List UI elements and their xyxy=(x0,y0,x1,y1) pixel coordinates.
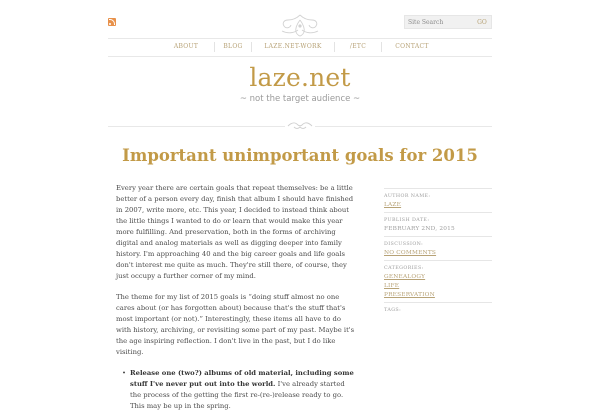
nav-item-about[interactable]: ABOUT xyxy=(173,43,199,50)
post-meta-sidebar xyxy=(384,188,492,317)
list-item-bold: Release one (two?) albums of old material, including some stuff I've never put out into the world. xyxy=(130,369,354,388)
site-title[interactable]: laze.net xyxy=(249,63,351,92)
comments-link[interactable]: NO COMMENTS xyxy=(384,250,437,256)
main-nav xyxy=(108,40,492,54)
goals-list xyxy=(116,368,356,412)
meta-published xyxy=(384,212,492,234)
site-tagline: ~ not the target audience ~ xyxy=(239,94,361,104)
search-box xyxy=(404,15,492,29)
search-go-button[interactable]: GO xyxy=(473,19,491,26)
nav-item-etc[interactable]: /ETC xyxy=(349,43,367,50)
nav-item-blog[interactable]: BLOG xyxy=(223,43,243,50)
list-item xyxy=(130,368,356,412)
nav-item-contact[interactable]: CONTACT xyxy=(395,43,429,50)
post-content xyxy=(116,183,356,412)
meta-discussion xyxy=(384,236,492,258)
category-link-life[interactable]: LIFE xyxy=(384,283,400,289)
post-title[interactable]: Important unimportant goals for 2015 xyxy=(122,146,478,165)
post-paragraph: Every year there are certain goals that repeat themselves: be a little better of a person every day, finish that album I should have finished in 2007, write more, etc. This year, I decided to instead think about the little things I wanted to do or learn that would make this year more fulfilling. And preservation, both in the forms of archiving digital and analog materials as well as digging deeper into family history. I'm approaching 40 and the big career goals and life goals don't interest me quite as much. They're still there, of course, they just occupy a further corner of my mind. xyxy=(116,184,354,280)
meta-tags xyxy=(384,302,492,315)
meta-categories xyxy=(384,260,492,300)
publish-date: FEBRUARY 2ND, 2015 xyxy=(384,226,455,232)
rss-icon[interactable] xyxy=(108,18,116,26)
nav-item-laze-net-work[interactable]: LAZE.NET-WORK xyxy=(264,43,322,50)
meta-label: PUBLISH DATE: xyxy=(384,218,430,223)
category-link-genealogy[interactable]: GENEALOGY xyxy=(384,274,426,280)
meta-author xyxy=(384,188,492,210)
nav-top-border xyxy=(108,38,492,39)
list-item-text: I've already started the process of the getting the first re-(re-)release ready to go. This may be up in the spring. xyxy=(130,380,345,410)
author-link[interactable]: LAZE xyxy=(384,202,402,208)
meta-label: CATEGORIES: xyxy=(384,266,424,271)
post-paragraph: The theme for my list of 2015 goals is “doing stuff almost no one cares about (or has forgotten about) because that's the stuff that's most important (or not).” Interestingly, these items all have to do with history, archiving, or revisiting some part of my past. Maybe it's the age inspiring reflection. I don't live in the past, but I do like visiting. xyxy=(116,293,355,356)
meta-label: AUTHOR NAME: xyxy=(384,194,431,199)
nav-bottom-border xyxy=(108,56,492,57)
meta-label: DISCUSSION: xyxy=(384,242,424,247)
category-link-preservation[interactable]: PRESERVATION xyxy=(384,292,435,298)
ornament-icon xyxy=(278,12,322,38)
meta-label: TAGS: xyxy=(384,308,402,313)
divider-ornament-icon xyxy=(285,121,315,131)
search-input[interactable] xyxy=(405,16,473,28)
